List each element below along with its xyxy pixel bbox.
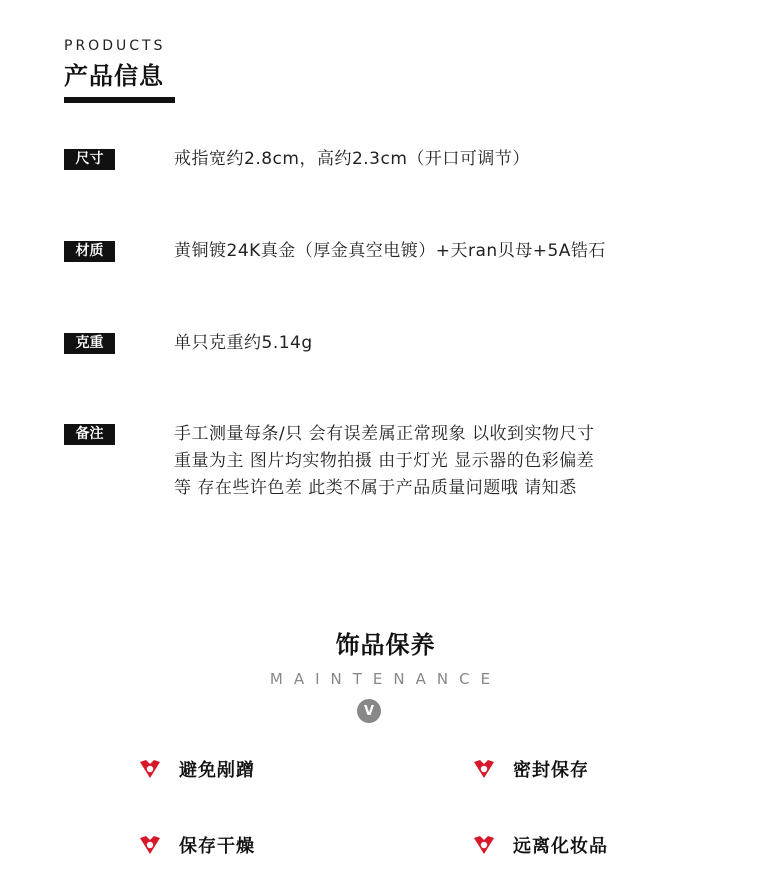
- care-item-label: 密封保存: [513, 760, 589, 781]
- care-item-label: 避免剐蹭: [179, 760, 255, 781]
- care-item-label: 远离化妆品: [513, 836, 608, 857]
- products-heading-en: PRODUCTS: [64, 38, 166, 54]
- red-jewelry-icon: [139, 835, 161, 855]
- maintenance-subtitle: MAINTENANCE: [269, 670, 502, 688]
- weight-value: [174, 330, 694, 357]
- note-label: 备注: [64, 424, 115, 445]
- heading-underline: [64, 97, 175, 103]
- note-value-line: 手工测量每条/只 会有误差属正常现象 以收到实物尺寸: [174, 424, 595, 444]
- material-value-line: 黄铜镀24K真金（厚金真空电镀）+天ran贝母+5A锆石: [174, 241, 606, 261]
- red-jewelry-icon: [473, 835, 495, 855]
- v-badge-icon: V: [357, 699, 381, 723]
- care-item-label: 保存干燥: [179, 836, 255, 857]
- material-label: 材质: [64, 241, 115, 262]
- products-heading-cn: 产品信息: [64, 62, 164, 90]
- note-value: [174, 421, 694, 502]
- care-item-sealed-storage: [473, 756, 589, 782]
- care-item-avoid-scratch: [139, 756, 255, 782]
- size-value-line: 戒指宽约2.8cm，高约2.3cm（开口可调节）: [174, 149, 530, 169]
- weight-label: 克重: [64, 333, 115, 354]
- size-label: 尺寸: [64, 149, 115, 170]
- care-item-keep-dry: [139, 832, 255, 858]
- note-value-line: 重量为主 图片均实物拍摄 由于灯光 显示器的色彩偏差: [174, 451, 595, 471]
- weight-value-line: 单只克重约5.14g: [174, 333, 313, 353]
- red-jewelry-icon: [139, 759, 161, 779]
- size-value: [174, 146, 694, 173]
- care-item-away-cosmetics: [473, 832, 608, 858]
- maintenance-title: 饰品保养: [335, 631, 436, 659]
- red-jewelry-icon: [473, 759, 495, 779]
- note-value-line: 等 存在些许色差 此类不属于产品质量问题哦 请知悉: [174, 478, 577, 498]
- material-value: [174, 238, 694, 265]
